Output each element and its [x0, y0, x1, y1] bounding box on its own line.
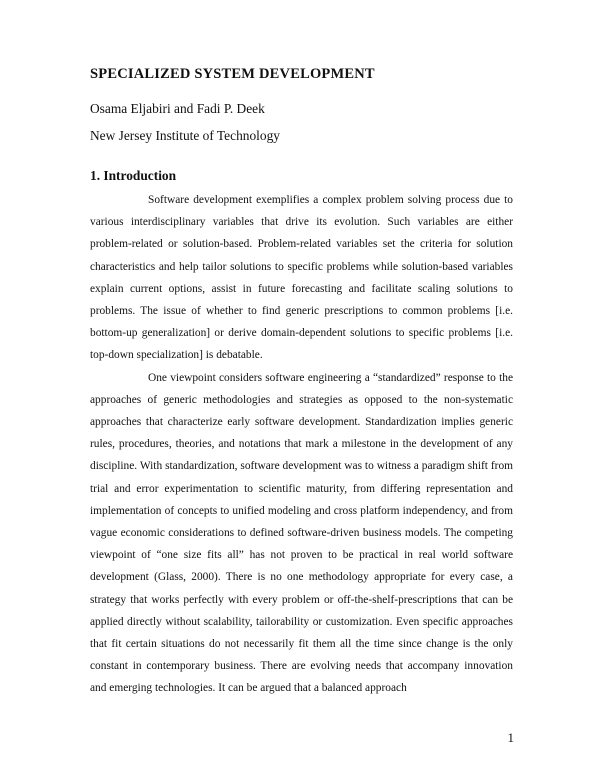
body-paragraph-1: Software development exemplifies a complex problem solving process due to various interdisciplinary variables that drive its evolution. Such variables are either problem-related or solution-based. Problem-related variables set the criteria for solution characteristics and help tailor solutions to specific problems while solution-based variables explain current options, assist in future forecasting and facilitate scaling solutions to problems. The issue of whether to find generic prescriptions to common problems [i.e. bottom-up generalization] or derive domain-dependent solutions to specific problems [i.e. top-down specialization] is debatable.	[90, 194, 513, 362]
paper-title: SPECIALIZED SYSTEM DEVELOPMENT	[90, 66, 375, 82]
page-number: 1	[507, 730, 514, 745]
paper-body	[90, 189, 513, 700]
paper-authors: Osama Eljabiri and Fadi P. Deek	[90, 101, 265, 116]
paper-affiliation: New Jersey Institute of Technology	[90, 128, 280, 143]
section-heading-introduction: 1. Introduction	[90, 168, 177, 183]
body-paragraph-2: One viewpoint considers software engineering a “standardized” response to the approaches of generic methodologies and strategies as opposed to the non-systematic approaches that characterize early software development. Standardization implies generic rules, procedures, theories, and notations that mark a milestone in the development of any discipline. With standardization, software development was to witness a paradigm shift from trial and error experimentation to scientific maturity, from differing representation and implementation of concepts to unified modeling and cross platform independency, and from vague economic considerations to defined software-driven business models. The competing viewpoint of “one size fits all” has not proven to be practical in real world software development (Glass, 2000). There is no one methodology appropriate for every case, a strategy that works perfectly with every problem or off-the-shelf-prescriptions that can be applied directly without scalability, tailorability or customization. Even specific approaches that fit certain situations do not necessarily fit them all the time since change is the only constant in contemporary business. There are evolving needs that accompany innovation and emerging technologies. It can be argued that a balanced approach	[90, 371, 513, 695]
